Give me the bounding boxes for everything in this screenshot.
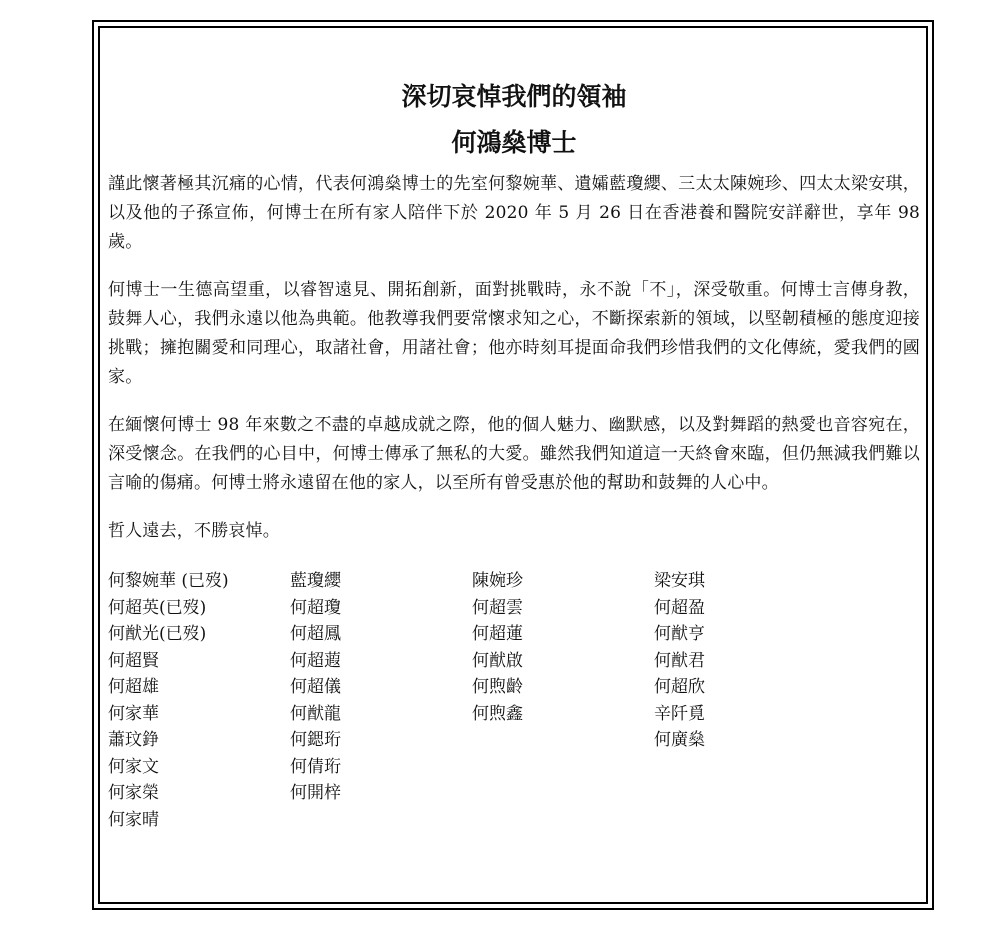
family-name: 何猷啟 [472,650,523,671]
names-column-4 [654,568,836,833]
family-name: 何煦鑫 [472,703,523,724]
family-name: 何超英(已歿) [108,597,207,618]
family-name: 何煦齡 [472,677,523,697]
paragraph-closing: 哲人遠去，不勝哀悼。 [108,521,280,541]
family-name: 何超鳳 [290,624,341,644]
names-column-3 [472,568,654,833]
family-name: 何超欣 [654,677,705,697]
family-name: 何超儀 [290,677,341,697]
family-name: 陳婉珍 [472,571,523,591]
family-name: 梁安琪 [654,571,705,591]
family-names [108,568,920,833]
family-name: 何超盈 [654,597,705,618]
family-name: 何黎婉華 (已歿) [108,571,229,591]
paragraph-remembrance: 在緬懷何博士 98 年來數之不盡的卓越成就之際，他的個人魅力、幽默感，以及對舞蹈的熱愛也音容宛在，深受懷念。在我們的心目中，何博士傳承了無私的大愛。雖然我們知道這一天終會來臨，但仍無減我們難以言喻的傷痛。何博士將永遠留在他的家人，以至所有曾受惠於他的幫助和鼓舞的人心中。 [108,415,920,493]
family-name: 何猷君 [654,650,705,671]
family-name: 何猷亨 [654,624,705,644]
family-name: 何開梓 [290,783,341,803]
family-name: 何家文 [108,756,159,777]
family-name: 辛阡覓 [654,703,705,724]
family-name: 何倩珩 [290,756,341,777]
family-name: 何家晴 [108,809,159,830]
family-name: 何家榮 [108,783,159,803]
names-column-2 [290,568,472,833]
family-name: 何超蓮 [472,624,523,644]
family-name: 何超雲 [472,597,523,618]
paragraph-announcement: 謹此懷著極其沉痛的心情，代表何鴻燊博士的先室何黎婉華、遺孀藍瓊纓、三太太陳婉珍、四太太梁安琪，以及他的子孫宣佈，何博士在所有家人陪伴下於 2020 年 5 月 26 日在香港養和醫院安詳辭世，享年 98 歲。 [108,174,920,252]
family-name: 何鍶珩 [290,730,341,750]
family-name: 何超瓊 [290,597,341,618]
family-name: 藍瓊纓 [290,571,341,591]
names-column-1 [108,568,290,833]
family-name: 何猷光(已歿) [108,624,207,644]
family-name: 何廣燊 [654,730,705,750]
family-name: 何家華 [108,703,159,724]
notice-subtitle: 何鴻燊博士 [451,128,577,157]
paragraph-tribute: 何博士一生德高望重，以睿智遠見、開拓創新，面對挑戰時，永不說「不」，深受敬重。何博士言傳身教，鼓舞人心，我們永遠以他為典範。他教導我們要常懷求知之心，不斷探索新的領域，以堅韌積極的態度迎接挑戰；擁抱關愛和同理心，取諸社會，用諸社會；他亦時刻耳提面命我們珍惜我們的文化傳統，愛我們的國家。 [108,280,920,387]
family-name: 何超蕸 [290,650,341,671]
notice-title: 深切哀悼我們的領袖 [401,82,627,111]
family-name: 蕭玟錚 [108,730,159,750]
family-name: 何猷龍 [290,703,341,724]
family-name: 何超賢 [108,650,159,671]
obituary-notice [108,80,920,833]
family-name: 何超雄 [108,677,159,697]
